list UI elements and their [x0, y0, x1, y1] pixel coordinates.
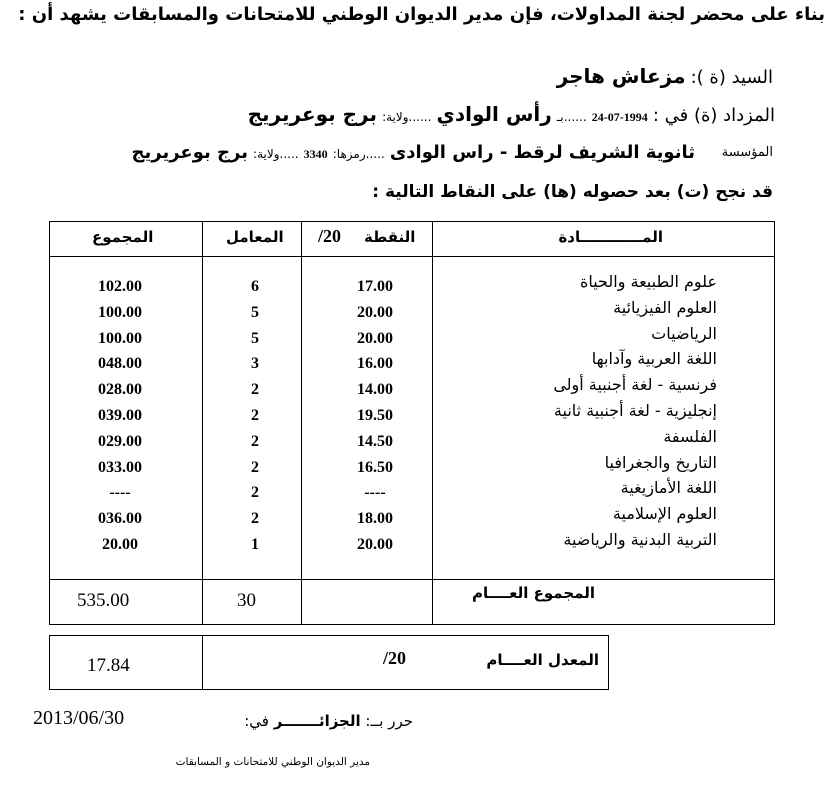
total-label: المجموع العــــام [472, 584, 595, 602]
total-cell: 048.00 [98, 355, 142, 373]
grade-cell: ---- [364, 484, 386, 502]
coef-cell: 5 [251, 329, 259, 347]
result-line: قد نجح (ت) بعد حصوله (ها) على النقاط التالية : [372, 182, 773, 202]
school-code-label: .....رمزها: [332, 147, 385, 161]
school-label: المؤسسة [721, 145, 773, 160]
subject-cell: إنجليزية - لغة أجنبية ثانية [553, 400, 717, 420]
grade-cell: 16.50 [357, 458, 393, 476]
total-cell: 20.00 [102, 535, 138, 553]
grade-cell: 16.00 [357, 355, 393, 373]
coef-cell: 2 [251, 458, 259, 476]
birth-wilaya: برج بوعريريج [247, 102, 377, 126]
grade-cell: 20.00 [357, 329, 393, 347]
subject-cell: فرنسية - لغة أجنبية أولى [553, 375, 717, 395]
coef-column [225, 274, 285, 558]
coef-cell: 2 [251, 484, 259, 502]
subject-cell: العلوم الإسلامية [612, 504, 717, 524]
grade-cell: 20.00 [357, 535, 393, 553]
total-cell: 102.00 [98, 278, 142, 295]
total-cell: 039.00 [98, 406, 142, 424]
footer-on-label: في: [244, 712, 269, 730]
coef-cell: 2 [251, 510, 259, 528]
total-cell: 036.00 [98, 510, 142, 528]
grade-cell: 18.00 [357, 510, 393, 528]
coef-cell: 1 [251, 535, 259, 553]
total-cell: 029.00 [98, 432, 142, 450]
birth-label: المزداد (ة) في : [652, 105, 775, 126]
grade-cell: 19.50 [357, 406, 393, 424]
footer-city: الجزائـــــــر [273, 712, 361, 730]
subject-cell: التاريخ والجغرافيا [604, 452, 717, 472]
coef-cell: 6 [251, 278, 259, 295]
subjects-column [553, 269, 717, 553]
coef-cell: 5 [251, 303, 259, 321]
footer-written [244, 712, 413, 730]
total-sum: 535.00 [77, 590, 130, 611]
grade-cell: 14.50 [357, 432, 393, 450]
subject-cell: التربية البدنية والرياضية [563, 529, 717, 549]
subject-cell: العلوم الفيزيائية [613, 297, 717, 317]
subject-cell: اللغة الأمازيغية [620, 478, 717, 498]
school-wilaya-label: .....ولاية: [253, 147, 299, 161]
header-coef: المعامل [226, 228, 284, 246]
total-cell: 028.00 [98, 381, 142, 399]
coef-cell: 2 [251, 406, 259, 424]
subject-cell: اللغة العربية وآدابها [591, 349, 717, 369]
school-name: ثانوية الشريف لرقط - راس الوادى [389, 142, 695, 163]
person-name: مزعاش هاجر [556, 64, 686, 88]
average-value: 17.84 [87, 655, 130, 676]
coef-cell: 2 [251, 432, 259, 450]
header-grade-scale: /20 [318, 226, 342, 246]
grade-cell: 14.00 [357, 381, 393, 399]
footer-date: 2013/06/30 [33, 707, 125, 729]
total-coef: 30 [237, 590, 256, 611]
school-line [132, 142, 695, 163]
average-scale: /20 [383, 648, 407, 668]
header-grade: النقطة [364, 228, 416, 246]
grade-cell: 20.00 [357, 303, 393, 321]
subject-cell: علوم الطبيعة والحياة [579, 272, 717, 291]
header-total: المجموع [92, 228, 154, 246]
subject-cell: الرياضيات [651, 323, 717, 343]
school-wilaya: برج بوعريريج [131, 142, 248, 163]
grade-cell: 17.00 [357, 278, 393, 295]
birth-sep2: ......ولاية: [382, 110, 432, 124]
totals-column [75, 274, 165, 558]
subject-cell: الفلسفة [663, 426, 717, 446]
person-line [557, 64, 773, 88]
birth-sep1: ......بـ [556, 110, 587, 124]
birth-line [248, 102, 775, 126]
coef-cell: 2 [251, 381, 259, 399]
average-label: المعدل العــــام [486, 651, 599, 669]
coef-cell: 3 [251, 355, 259, 373]
birth-place: رأس الوادي [436, 102, 552, 126]
total-cell: ---- [109, 484, 131, 502]
total-cell: 100.00 [98, 329, 142, 347]
person-label: السيد (ة ): [690, 67, 773, 88]
signature-title: مدير الديوان الوطني للامتحانات و المسابقات [175, 756, 370, 768]
intro-text: بناء على محضر لجنة المداولات، فإن مدير الديوان الوطني للامتحانات والمسابقات يشهد أن : [18, 4, 825, 25]
school-code: 3340 [303, 147, 328, 161]
total-cell: 100.00 [98, 303, 142, 321]
footer-written-label: حرر بــ: [365, 712, 413, 730]
total-cell: 033.00 [98, 458, 142, 476]
header-subject: المــــــــــــادة [558, 228, 663, 246]
grades-column [330, 274, 420, 558]
birth-date: 1994-07-24 [591, 110, 648, 124]
